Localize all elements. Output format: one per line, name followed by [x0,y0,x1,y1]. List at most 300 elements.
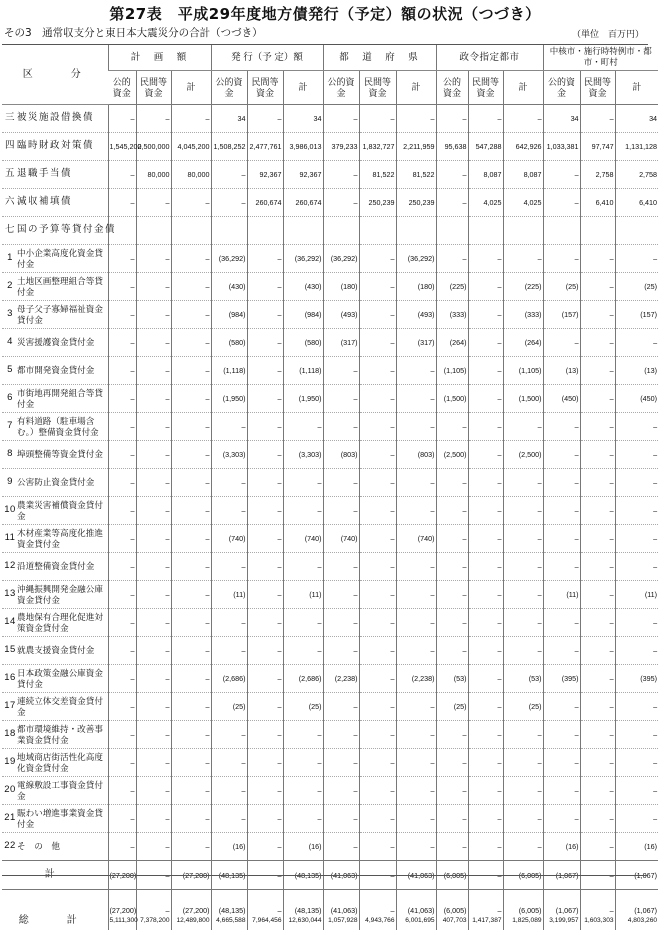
table-cell: – [323,161,359,189]
table-cell: (36,292) [283,245,323,273]
table-row [2,161,658,189]
table-cell: – [543,329,580,357]
table-cell: – [108,413,136,441]
table-cell: (740) [283,525,323,553]
table-cell: – [615,637,658,665]
table-cell: – [211,749,247,777]
table-cell: (2,686) [211,665,247,693]
table-cell: (1,118) [211,357,247,385]
table-cell: (25) [283,693,323,721]
row-number: 4 [3,337,17,348]
table-cell: (395) [543,665,580,693]
table-cell: – [543,721,580,749]
table-cell: – [136,441,171,469]
table-cell: – [247,833,283,861]
row-label [2,721,108,749]
table-cell [615,217,658,245]
grand-total-row [2,890,658,930]
table-cell: – [436,189,468,217]
table-cell: – [359,357,396,385]
table-cell: – [580,637,615,665]
table-cell: 4,025 [468,189,503,217]
table-row [2,217,658,245]
total-cell: (27,200) [171,861,211,890]
sub-header: 計 [396,71,436,105]
table-cell: (740) [396,525,436,553]
table-cell: – [503,497,543,525]
table-cell: (2,238) [396,665,436,693]
group-header-issued: 発 行（予 定）額 [211,44,323,71]
grand-total-paren-value: – [470,906,502,916]
table-cell: – [503,105,543,133]
table-cell: – [580,329,615,357]
table-cell: – [468,805,503,833]
row-label [2,637,108,665]
table-cell: – [580,357,615,385]
row-label-text: 土地区画整理組合等貸付金 [17,276,107,297]
table-cell: – [615,553,658,581]
table-cell: 80,000 [171,161,211,189]
table-cell: – [283,469,323,497]
table-cell [283,217,323,245]
row-label-text: 有料道路（駐車場含む。）整備資金貸付金 [17,416,107,437]
sub-header: 民間等資金 [359,71,396,105]
table-cell: – [211,469,247,497]
table-cell: (1,500) [436,385,468,413]
table-row [2,301,658,329]
table-cell: – [503,553,543,581]
table-cell: – [108,161,136,189]
table-cell: – [503,749,543,777]
table-cell: 547,288 [468,133,503,161]
table-cell: – [171,441,211,469]
table-cell: – [323,357,359,385]
row-label-text: 木材産業等高度化推進資金貸付金 [17,528,107,549]
table-cell: – [468,245,503,273]
table-cell: – [323,833,359,861]
table-cell: – [171,721,211,749]
table-cell: – [108,329,136,357]
table-cell: – [247,805,283,833]
grand-total-paren-value: (6,005) [505,906,542,916]
table-cell: – [468,525,503,553]
table-cell: (13) [543,357,580,385]
table-cell: – [359,525,396,553]
table-cell: (11) [211,581,247,609]
table-cell: 1,832,727 [359,133,396,161]
table-row [2,105,658,133]
table-cell: (803) [396,441,436,469]
table-cell: – [247,693,283,721]
table-cell: – [247,357,283,385]
table-cell: (803) [323,441,359,469]
table-cell: (16) [211,833,247,861]
table-row [2,637,658,665]
sub-header: 民間等資金 [468,71,503,105]
table-cell [211,217,247,245]
row-label-text: 就農支援資金貸付金 [17,645,107,656]
table-cell: – [543,609,580,637]
table-cell: (36,292) [323,245,359,273]
table-cell: 97,747 [580,133,615,161]
row-number: 17 [3,701,17,712]
table-cell: (317) [396,329,436,357]
table-cell: – [136,273,171,301]
table-cell: – [323,721,359,749]
table-cell: (1,500) [503,385,543,413]
table-cell: – [171,637,211,665]
row-label-text: 沿道整備資金貸付金 [17,561,107,572]
table-cell: – [468,469,503,497]
table-cell: – [136,581,171,609]
row-number: 七 [3,225,17,236]
table-cell: – [171,245,211,273]
row-label [2,469,108,497]
row-label [2,301,108,329]
row-label-text: 市街地再開発組合等貸付金 [17,388,107,409]
bond-issuance-table [2,44,658,930]
table-cell: – [136,329,171,357]
table-row [2,553,658,581]
table-cell: – [436,525,468,553]
table-cell: – [323,637,359,665]
table-cell: – [247,665,283,693]
table-cell: – [108,301,136,329]
row-label-text: 災害援護資金貸付金 [17,337,107,348]
table-cell: – [503,413,543,441]
table-cell: – [283,749,323,777]
table-cell: – [396,693,436,721]
total-cell: – [468,861,503,890]
row-label [2,749,108,777]
grand-total-value: 12,630,044 [285,916,322,926]
table-cell: – [171,553,211,581]
table-cell: – [436,581,468,609]
table-cell: (395) [615,665,658,693]
table-cell: (16) [543,833,580,861]
row-label [2,273,108,301]
table-row [2,441,658,469]
table-cell: 1,545,200 [108,133,136,161]
table-cell: – [211,413,247,441]
grand-total-value: 1,825,089 [505,916,542,926]
table-cell: – [359,805,396,833]
table-cell: – [359,301,396,329]
grand-total-value: 7,964,456 [249,916,282,926]
sub-header: 公的資金 [323,71,359,105]
table-cell: – [283,805,323,833]
table-cell: – [359,245,396,273]
table-cell: (2,238) [323,665,359,693]
table-cell: – [436,609,468,637]
table-cell: – [211,497,247,525]
table-cell: 642,926 [503,133,543,161]
table-cell: – [580,777,615,805]
table-cell: (984) [283,301,323,329]
sub-header: 公的資金 [436,71,468,105]
row-label-text: 母子父子寡婦福祉資金貸付金 [17,304,107,325]
table-cell: – [359,665,396,693]
table-cell: – [136,357,171,385]
table-cell: (493) [396,301,436,329]
table-cell: – [283,609,323,637]
table-cell: – [247,637,283,665]
total-cell: (27,200) [108,861,136,890]
table-cell: – [396,749,436,777]
table-cell [543,217,580,245]
table-cell: – [580,301,615,329]
table-cell [359,217,396,245]
table-cell: 8,087 [503,161,543,189]
sub-header: 公的資金 [108,71,136,105]
table-cell: – [396,721,436,749]
table-cell: 34 [615,105,658,133]
table-cell: – [211,805,247,833]
table-cell: 2,758 [615,161,658,189]
table-cell: – [580,665,615,693]
table-cell: – [211,609,247,637]
table-cell: – [136,105,171,133]
row-label [2,609,108,637]
grand-total-paren-value: (27,200) [110,906,135,916]
table-cell: (493) [323,301,359,329]
grand-total-paren-value: (41,063) [398,906,435,916]
table-cell: (2,500) [503,441,543,469]
table-cell: – [359,105,396,133]
table-cell: – [171,413,211,441]
table-cell: – [503,525,543,553]
grand-total-cell [580,890,615,930]
table-cell: – [211,189,247,217]
table-cell: – [108,357,136,385]
table-cell: – [108,693,136,721]
table-cell: (430) [283,273,323,301]
table-cell: (984) [211,301,247,329]
table-cell: – [247,273,283,301]
table-cell: – [247,525,283,553]
sub-header: 計 [615,71,658,105]
table-cell: 1,508,252 [211,133,247,161]
table-cell: – [580,581,615,609]
table-cell: (16) [283,833,323,861]
table-cell: – [359,497,396,525]
table-cell: (25) [543,273,580,301]
table-cell: (225) [436,273,468,301]
grand-total-value: 3,199,957 [545,916,579,926]
grand-total-cell [323,890,359,930]
table-cell: – [359,833,396,861]
table-cell: (3,303) [211,441,247,469]
table-cell: (1,105) [503,357,543,385]
row-label-text: 農業災害補償資金貸付金 [17,500,107,521]
row-label [2,357,108,385]
table-cell: – [136,189,171,217]
row-number: 6 [3,393,17,404]
grand-total-paren-value: (48,135) [285,906,322,916]
table-cell: (580) [211,329,247,357]
table-cell: – [108,105,136,133]
table-cell: – [436,749,468,777]
table-cell: – [108,553,136,581]
table-cell: – [171,805,211,833]
row-label [2,777,108,805]
table-cell: – [283,497,323,525]
table-cell: – [543,749,580,777]
row-label [2,665,108,693]
table-cell: – [108,665,136,693]
table-cell: – [108,833,136,861]
table-cell: – [323,749,359,777]
table-cell: – [543,441,580,469]
table-cell: – [323,553,359,581]
grand-total-value: 7,378,200 [138,916,170,926]
table-cell: – [283,777,323,805]
row-label [2,189,108,217]
table-cell: – [396,553,436,581]
table-cell: – [136,721,171,749]
table-cell: – [211,637,247,665]
table-cell: (53) [503,665,543,693]
row-label-text: 退職手当債 [17,169,117,180]
group-header-core-city: 中核市・施行時特例市・都市・町村 [543,44,658,71]
table-cell: – [580,245,615,273]
table-cell: – [108,637,136,665]
table-row [2,693,658,721]
grand-total-cell [136,890,171,930]
table-cell: – [108,721,136,749]
grand-total-cell [211,890,247,930]
table-cell: – [247,245,283,273]
table-cell: – [171,665,211,693]
table-cell: – [615,329,658,357]
table-cell: – [247,441,283,469]
row-label [2,525,108,553]
table-cell: – [359,693,396,721]
grand-total-value: 1,417,387 [470,916,502,926]
table-title: 第27表 平成29年度地方債発行（予定）額の状況（つづき） [0,3,650,24]
table-cell: – [211,777,247,805]
table-cell: – [247,609,283,637]
row-label [2,385,108,413]
table-cell: – [247,749,283,777]
table-row [2,721,658,749]
table-row [2,525,658,553]
table-cell: – [247,721,283,749]
table-cell: – [323,609,359,637]
table-cell: – [396,413,436,441]
table-cell: – [615,469,658,497]
table-cell: – [359,609,396,637]
table-cell: – [247,581,283,609]
row-number: 11 [3,533,17,544]
table-cell: – [468,665,503,693]
table-cell: (264) [503,329,543,357]
sub-header: 計 [503,71,543,105]
table-cell: – [247,469,283,497]
table-cell: – [283,721,323,749]
row-number: 21 [3,813,17,824]
table-cell: – [580,805,615,833]
table-cell: – [247,329,283,357]
table-cell: (36,292) [396,245,436,273]
table-cell: – [323,385,359,413]
table-subtitle: その3 通常収支分と東日本大震災分の合計（つづき） [4,25,263,40]
grand-total-paren-value: (27,200) [173,906,210,916]
table-cell: – [171,777,211,805]
table-cell: – [503,245,543,273]
table-cell: – [396,469,436,497]
table-cell: – [323,581,359,609]
row-label [2,161,108,189]
grand-total-cell [396,890,436,930]
table-cell: (430) [211,273,247,301]
table-cell: 81,522 [396,161,436,189]
table-cell: (25) [615,273,658,301]
table-cell: – [136,553,171,581]
grand-total-value: 5,111,300 [110,916,135,926]
table-cell: – [580,721,615,749]
table-cell: – [468,693,503,721]
table-cell: – [468,497,503,525]
table-cell: – [359,329,396,357]
total-cell: (48,135) [211,861,247,890]
row-number: 8 [3,449,17,460]
row-number: 20 [3,785,17,796]
table-cell: – [580,553,615,581]
table-cell: (25) [436,693,468,721]
table-cell: – [323,497,359,525]
row-number: 六 [3,197,17,208]
table-cell: – [283,637,323,665]
table-cell: (25) [503,693,543,721]
table-cell: – [136,805,171,833]
table-row [2,357,658,385]
table-cell: – [468,385,503,413]
table-cell: – [468,777,503,805]
table-cell: 2,477,761 [247,133,283,161]
table-cell: – [171,469,211,497]
table-cell: 92,367 [283,161,323,189]
table-cell: (2,500) [436,441,468,469]
table-cell [323,217,359,245]
table-cell: – [108,385,136,413]
total-cell: (41,063) [396,861,436,890]
table-cell: 8,087 [468,161,503,189]
table-row [2,329,658,357]
total-cell: (6,005) [503,861,543,890]
table-cell: – [323,693,359,721]
table-cell: – [359,553,396,581]
group-header-plan: 計 画 額 [108,44,211,71]
table-row [2,189,658,217]
table-cell: (2,686) [283,665,323,693]
grand-total-paren-value: – [138,906,170,916]
row-label-text: 中小企業高度化資金貸付金 [17,248,107,269]
table-cell: – [436,805,468,833]
row-label [2,217,108,245]
table-cell: – [543,161,580,189]
table-row [2,777,658,805]
row-number: 3 [3,309,17,320]
table-cell: (180) [323,273,359,301]
table-cell: – [171,833,211,861]
table-cell: (1,950) [211,385,247,413]
table-cell: – [108,189,136,217]
table-cell: – [468,301,503,329]
table-cell: – [108,497,136,525]
table-cell: 2,758 [580,161,615,189]
table-cell: – [136,385,171,413]
